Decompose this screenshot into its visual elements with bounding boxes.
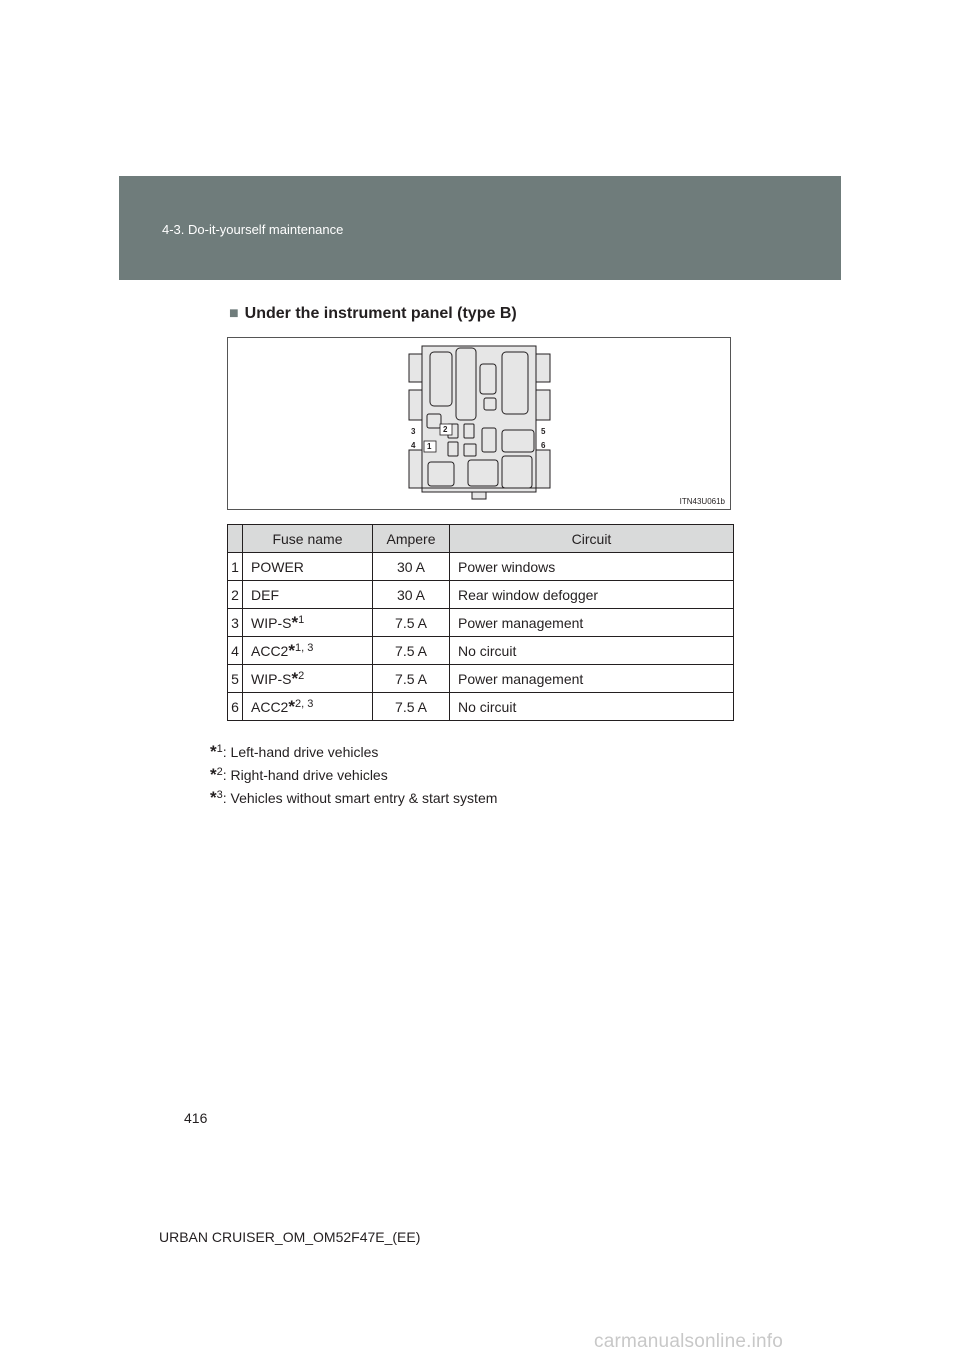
fuse-number: 5 [228, 665, 243, 693]
footnote-text: : Left-hand drive vehicles [222, 744, 379, 760]
header-band [119, 176, 841, 280]
connector-c [480, 364, 496, 394]
table-row [228, 637, 734, 665]
column-header-number [228, 525, 243, 553]
fuse-name [243, 581, 373, 609]
footer-text: URBAN CRUISER_OM_OM52F47E_(EE) [159, 1229, 421, 1245]
callout-4: 4 [411, 441, 416, 450]
footnote-text: : Vehicles without smart entry & start system [222, 790, 498, 806]
table-row [228, 693, 734, 721]
footnote-star-icon: * [210, 765, 217, 784]
footnote-star-icon: * [291, 668, 299, 688]
relay [468, 460, 498, 486]
fuse-number: 6 [228, 693, 243, 721]
fuse-name [243, 693, 373, 721]
fuse-ampere: 30 A [373, 553, 450, 581]
fuse-number: 2 [228, 581, 243, 609]
page-number: 416 [184, 1110, 208, 1126]
fuse-ampere: 7.5 A [373, 637, 450, 665]
footnote-ref: 2, 3 [294, 697, 314, 710]
fuse-ampere: 7.5 A [373, 609, 450, 637]
column-header-circuit: Circuit [450, 525, 734, 553]
fuse-circuit: Power management [450, 665, 734, 693]
footnote-star-icon: * [288, 640, 295, 660]
right-clip-bottom [536, 450, 550, 488]
fuse-table [227, 524, 734, 721]
footnote-star-icon: * [210, 742, 217, 761]
left-clip-lower [409, 390, 422, 420]
square-bullet-icon: ■ [229, 305, 239, 322]
footnote-line [210, 785, 497, 808]
footnote-star-icon: * [291, 612, 299, 632]
callout-1: 1 [427, 442, 432, 451]
table-header-row [228, 525, 734, 553]
fuse-ampere: 7.5 A [373, 665, 450, 693]
footnote-line [210, 762, 497, 785]
footnote-mark: 3 [216, 789, 223, 801]
footnote-mark: 2 [216, 766, 223, 778]
relay [502, 456, 532, 488]
footnote-star-icon: * [288, 696, 295, 716]
connector-e [502, 352, 528, 414]
callout-6: 6 [541, 441, 546, 450]
callout-5: 5 [541, 427, 546, 436]
fuse-ampere: 7.5 A [373, 693, 450, 721]
fuse-name-text: POWER [251, 558, 304, 575]
fuse-name [243, 665, 373, 693]
right-clip-lower [536, 390, 550, 420]
fuse-circuit: Rear window defogger [450, 581, 734, 609]
fuse-name-text: DEF [251, 586, 279, 603]
fuse-name [243, 637, 373, 665]
fuse-box-diagram [228, 338, 730, 509]
left-clip-upper [409, 354, 422, 382]
connector-a [430, 352, 452, 406]
fuse-slot [502, 430, 534, 452]
column-header-fuse-name: Fuse name [243, 525, 373, 553]
fuse-box-rail [422, 488, 536, 492]
fuse-slot [482, 428, 496, 452]
table-row [228, 553, 734, 581]
footnote-ref: 2 [298, 669, 305, 682]
watermark: carmanualsonline.info [594, 1331, 784, 1352]
connector-b [456, 348, 476, 420]
footnote-line [210, 739, 497, 762]
footnote-text: : Right-hand drive vehicles [222, 767, 388, 783]
fuse-number: 4 [228, 637, 243, 665]
connector-d [484, 398, 496, 410]
section-heading [229, 305, 517, 323]
footnote-mark: 1 [216, 743, 223, 755]
fuse-name-text: WIP-S [251, 614, 292, 631]
callout-2: 2 [443, 425, 448, 434]
fuse-number: 1 [228, 553, 243, 581]
fuse-circuit: No circuit [450, 693, 734, 721]
footnotes [210, 739, 497, 808]
fuse-slot [448, 442, 458, 456]
right-clip-upper [536, 354, 550, 382]
fuse-box-tab [472, 492, 486, 499]
footnote-star-icon: * [210, 788, 217, 807]
fuse-box-illustration [227, 337, 731, 510]
fuse-ampere: 30 A [373, 581, 450, 609]
fuse-circuit: Power windows [450, 553, 734, 581]
fuse-circuit: Power management [450, 609, 734, 637]
fuse-slot [427, 414, 441, 428]
fuse-name-text: ACC2 [251, 698, 289, 715]
table-row [228, 609, 734, 637]
footnote-ref: 1, 3 [294, 641, 314, 654]
figure-code: ITN43U061b [679, 497, 725, 506]
fuse-name [243, 553, 373, 581]
fuse-slot [464, 424, 474, 438]
relay [428, 462, 454, 486]
table-row [228, 665, 734, 693]
fuse-circuit: No circuit [450, 637, 734, 665]
fuse-name-text: ACC2 [251, 642, 289, 659]
fuse-name [243, 609, 373, 637]
fuse-slot [464, 444, 476, 456]
footnote-ref: 1 [298, 613, 305, 626]
column-header-ampere: Ampere [373, 525, 450, 553]
section-title: 4-3. Do-it-yourself maintenance [162, 222, 344, 237]
section-heading-text: Under the instrument panel (type B) [244, 305, 517, 322]
fuse-number: 3 [228, 609, 243, 637]
fuse-name-text: WIP-S [251, 670, 292, 687]
left-clip-bottom [409, 450, 422, 488]
table-row [228, 581, 734, 609]
callout-3: 3 [411, 427, 416, 436]
